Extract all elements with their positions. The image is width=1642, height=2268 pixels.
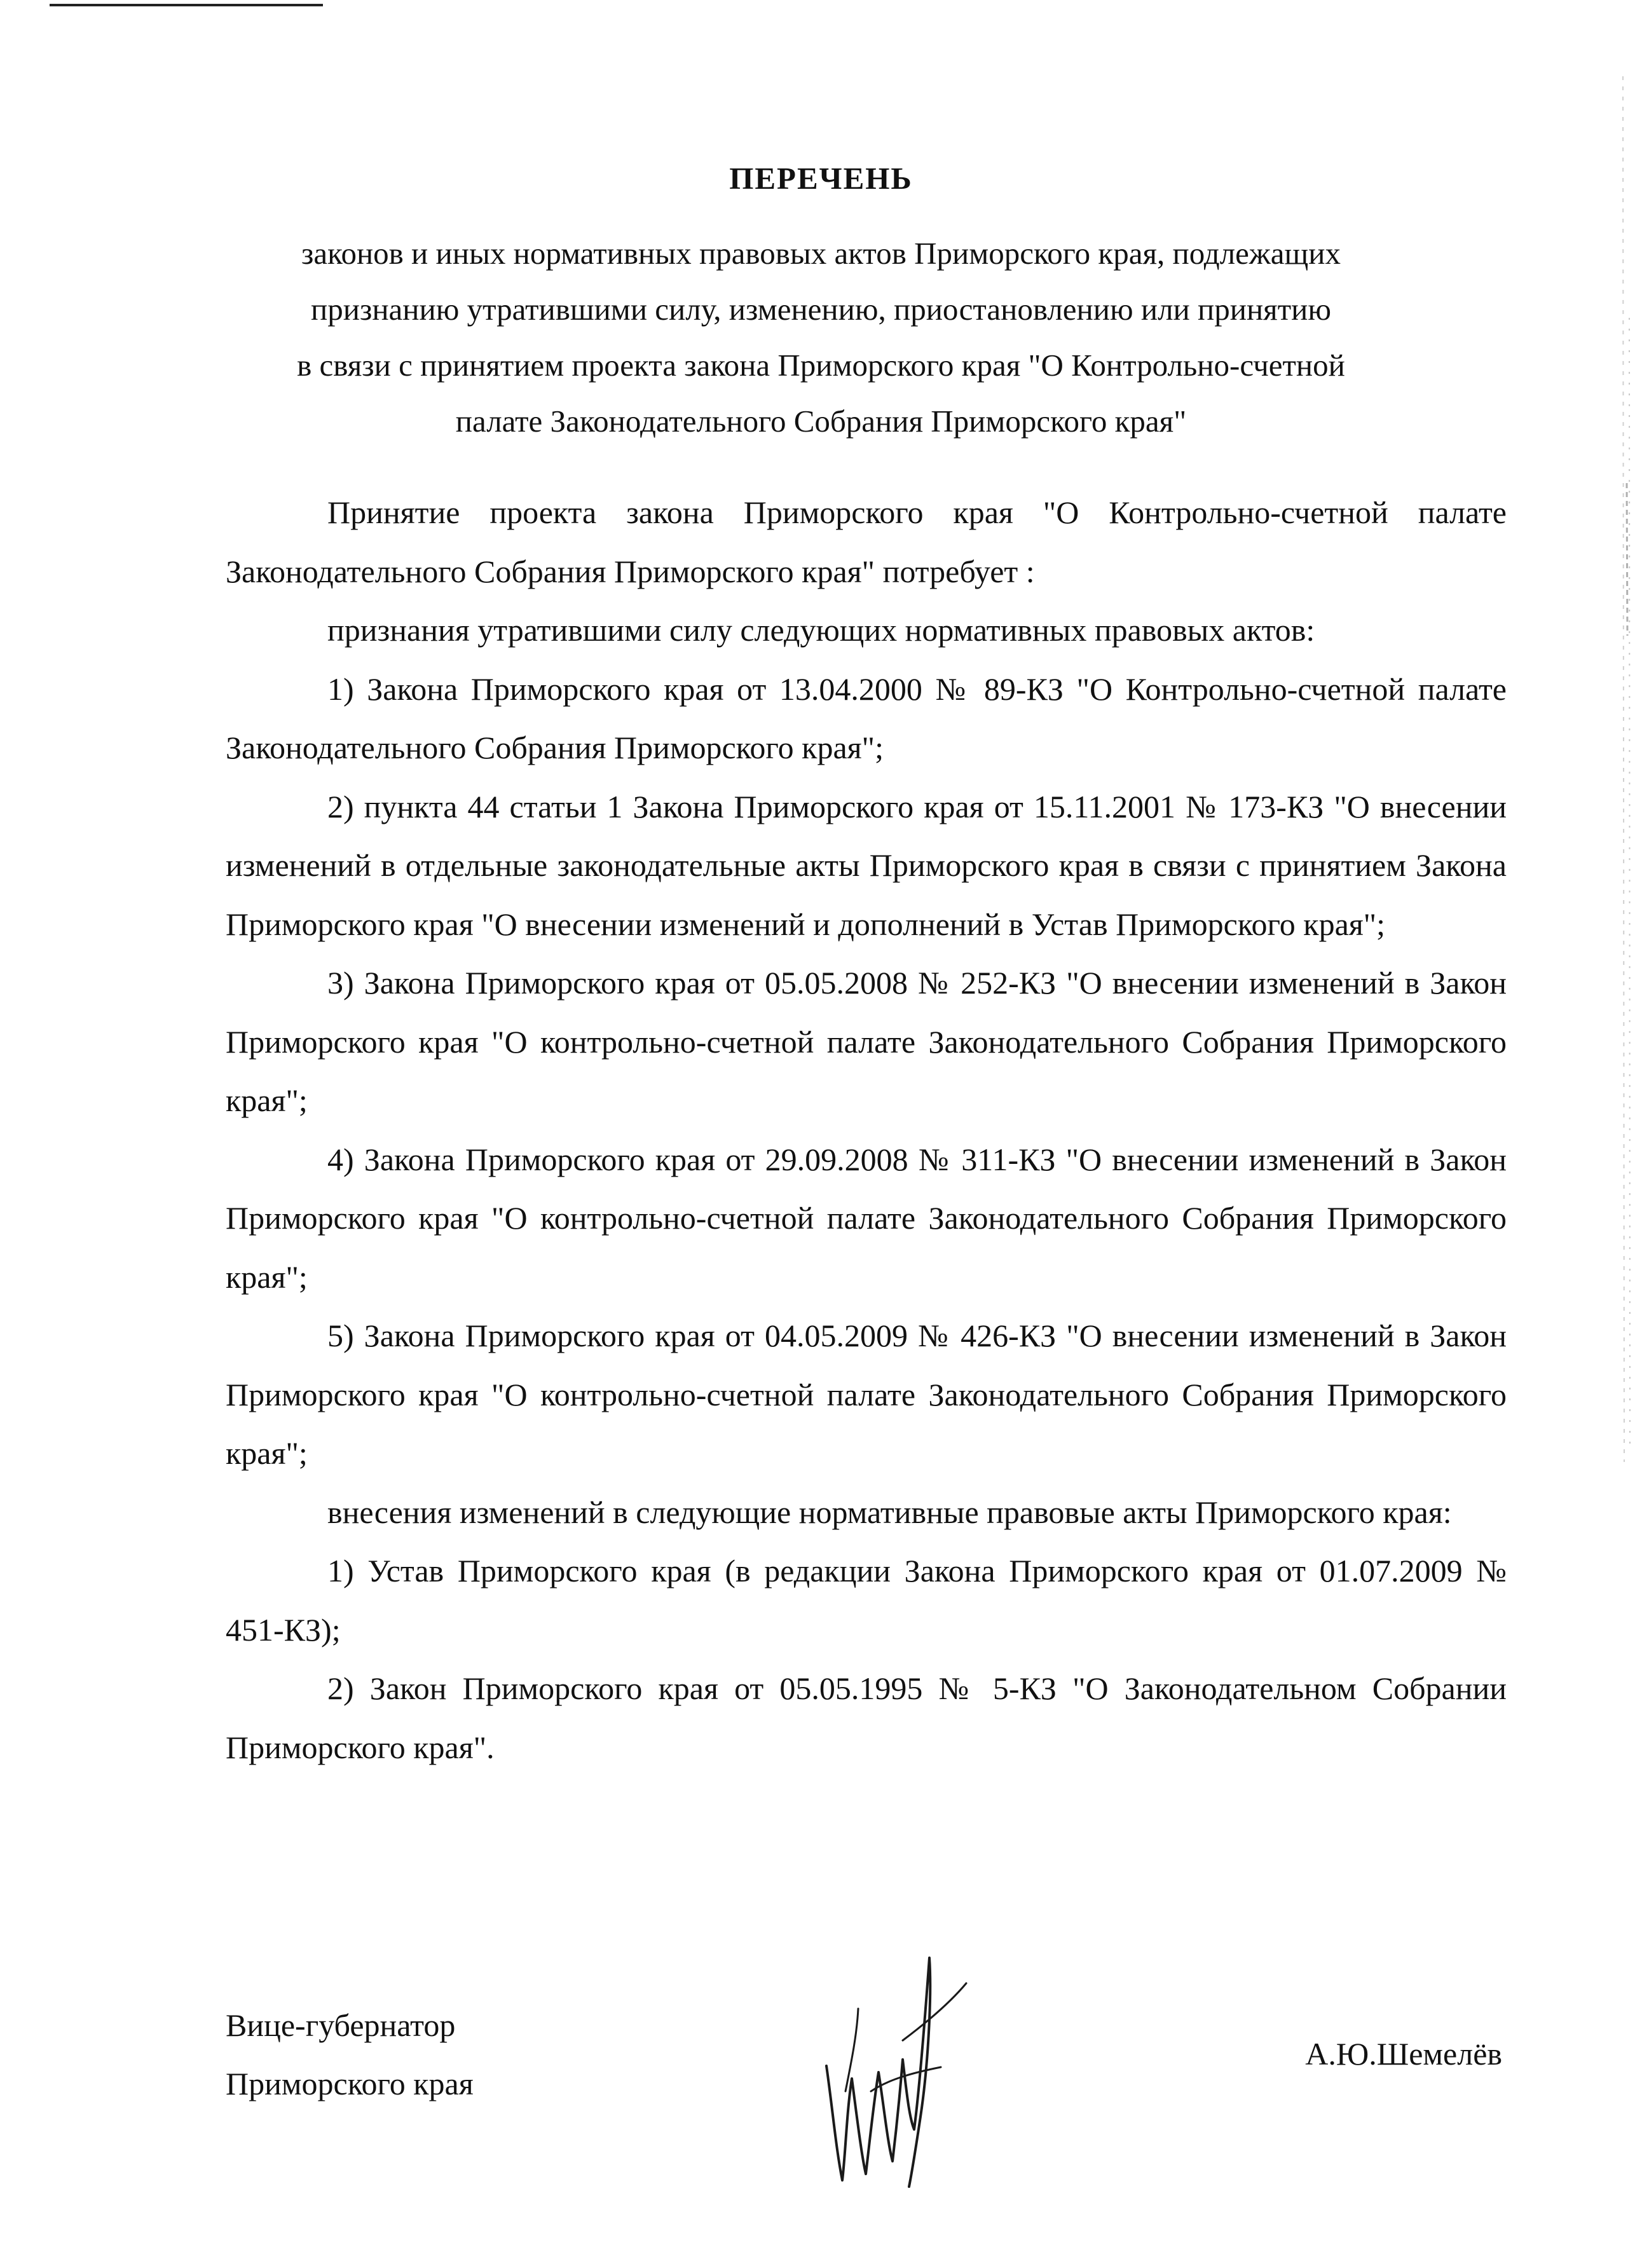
intro-paragraph: Принятие проекта закона Приморского края "О Контрольно-счетной палате Законодательного Собрания Приморского края" потребует : (226, 495, 1507, 589)
document-subtitle (0, 226, 1642, 449)
signatory-position (226, 1996, 474, 2113)
repeal-item-4: 4) Закона Приморского края от 29.09.2008 № 311-КЗ "О внесении изменений в Закон Приморского края "О контрольно-счетной палате Законодательного Собрания Приморского края"; (226, 1141, 1507, 1295)
subtitle-line: законов и иных нормативных правовых актов Приморского края, подлежащих (301, 236, 1341, 271)
handwritten-signature (807, 1901, 973, 2193)
subtitle-line: в связи с принятием проекта закона Приморского края "О Контрольно-счетной (297, 348, 1345, 383)
subtitle-line: палате Законодательного Собрания Приморского края" (455, 404, 1187, 439)
document-title: ПЕРЕЧЕНЬ (729, 161, 913, 196)
amend-item-2: 2) Закон Приморского края от 05.05.1995 № 5-КЗ "О Законодательном Собрании Приморского края". (226, 1670, 1507, 1765)
signatory-position-line: Приморского края (226, 2066, 474, 2101)
repeal-item-3: 3) Закона Приморского края от 05.05.2008 № 252-КЗ "О внесении изменений в Закон Приморского края "О контрольно-счетной палате Законодательного Собрания Приморского края"; (226, 965, 1507, 1118)
subtitle-line: признанию утратившими силу, изменению, приостановлению или принятию (311, 292, 1331, 327)
repeal-heading: признания утратившими силу следующих нормативных правовых актов: (327, 612, 1315, 648)
amend-item-1: 1) Устав Приморского края (в редакции Закона Приморского края от 01.07.2009 № 451-КЗ); (226, 1553, 1507, 1648)
signatory-position-line: Вице-губернатор (226, 2007, 456, 2043)
amend-heading: внесения изменений в следующие нормативные правовые акты Приморского края: (327, 1494, 1452, 1530)
scan-corner-mark (50, 4, 323, 6)
signatory-name: А.Ю.Шемелёв (1305, 2036, 1502, 2072)
repeal-item-5: 5) Закона Приморского края от 04.05.2009 № 426-КЗ "О внесении изменений в Закон Приморского края "О контрольно-счетной палате Законодательного Собрания Приморского края"; (226, 1318, 1507, 1471)
repeal-item-2: 2) пункта 44 статьи 1 Закона Приморского края от 15.11.2001 № 173-КЗ "О внесении изменений в отдельные законодательные акты Приморского края в связи с принятием Закона Приморского края "О внесении изменений и дополнений в Устав Приморского края"; (226, 788, 1507, 942)
document-body (226, 483, 1507, 1777)
repeal-item-1: 1) Закона Приморского края от 13.04.2000 № 89-КЗ "О Контрольно-счетной палате Законодательного Собрания Приморского края"; (226, 671, 1507, 765)
